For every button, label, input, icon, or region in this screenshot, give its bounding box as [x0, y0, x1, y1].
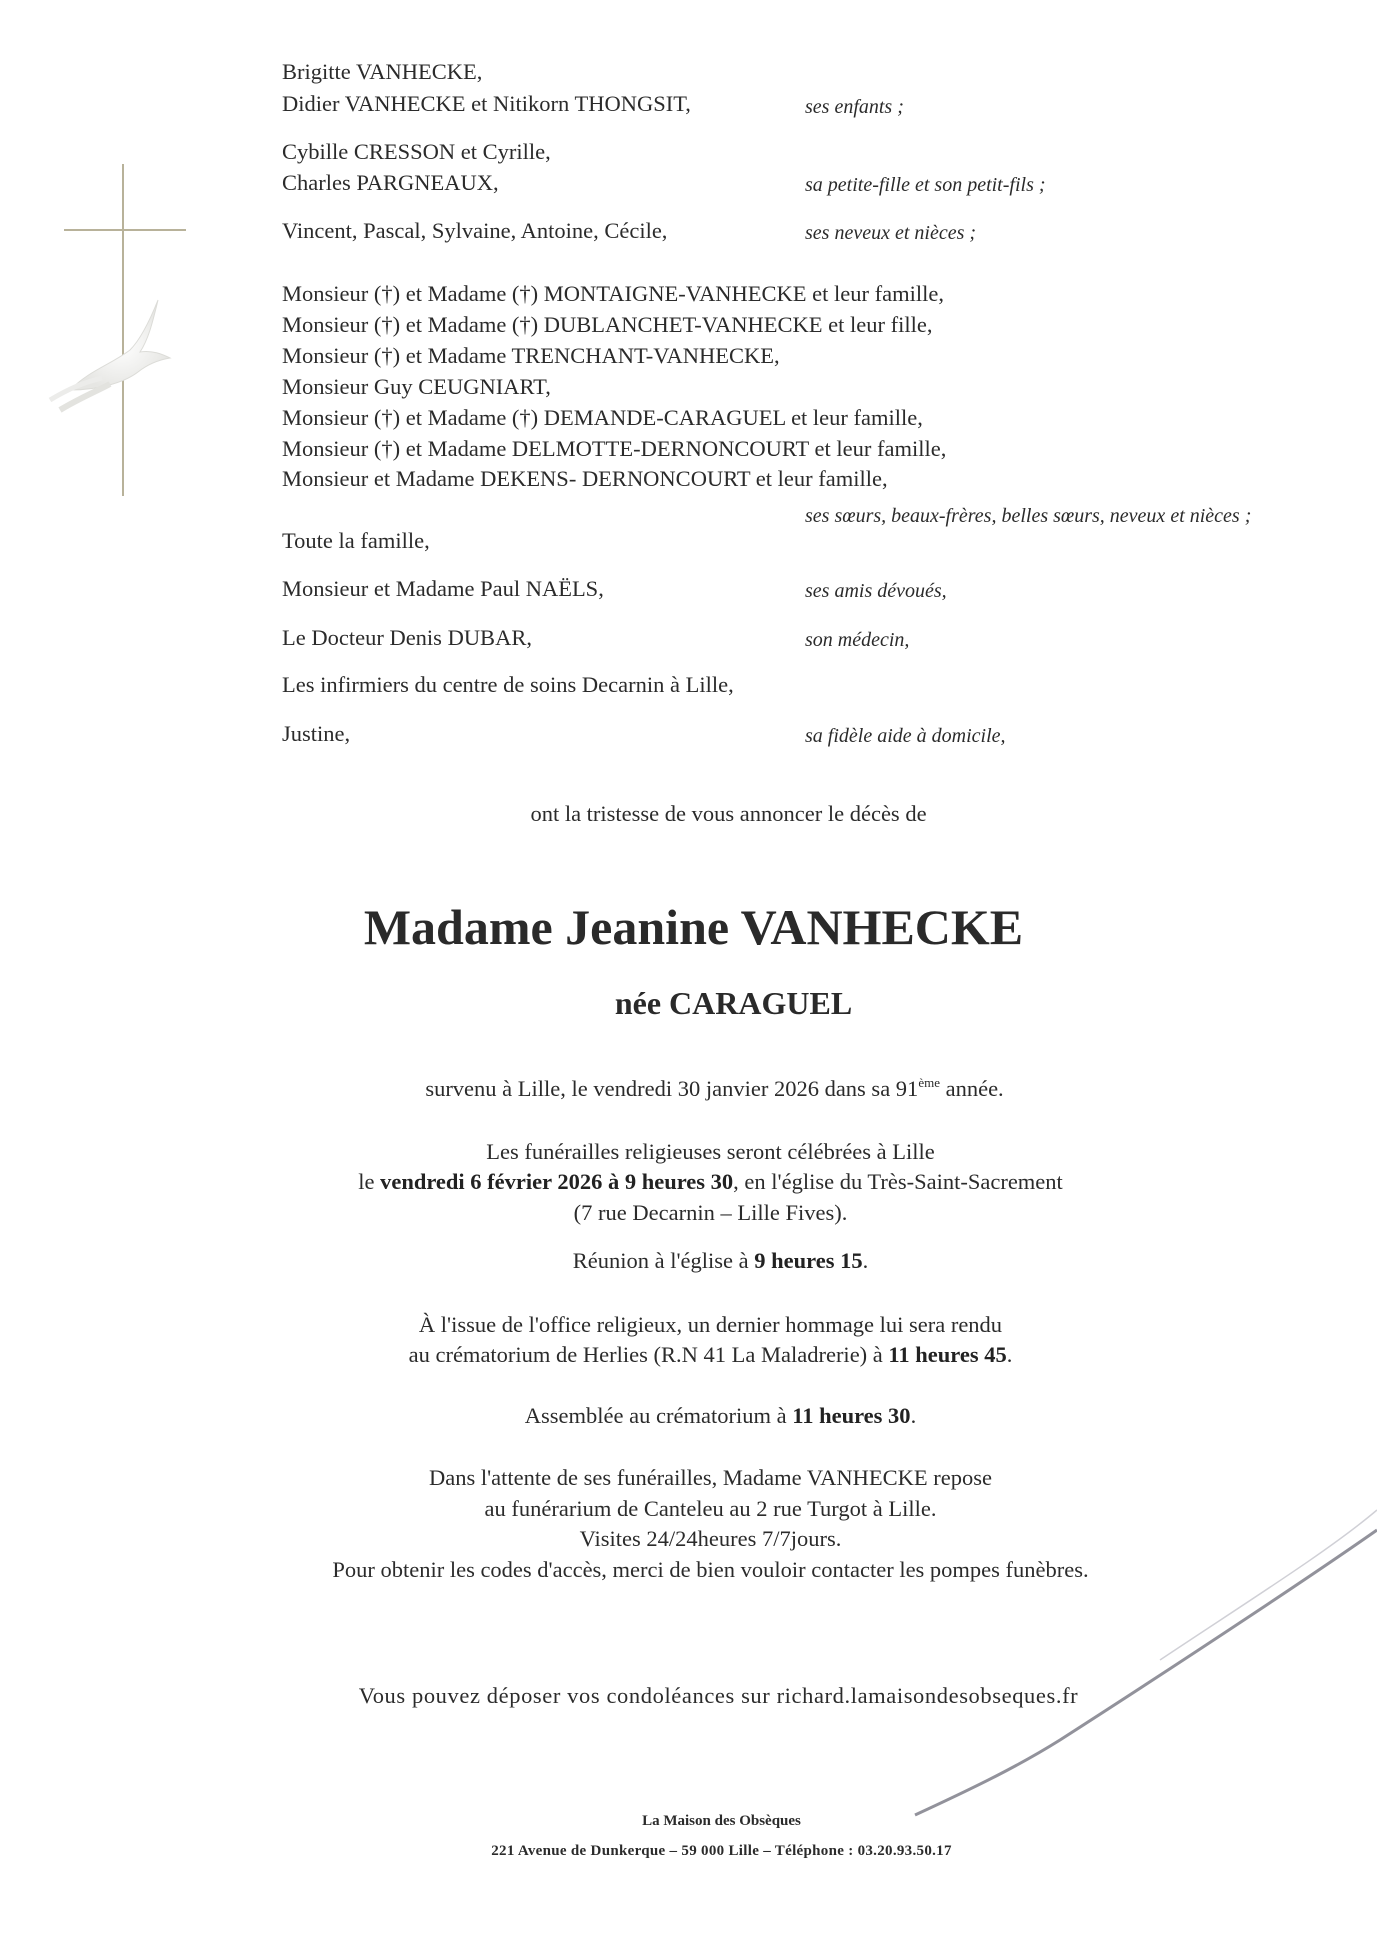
footer-name: La Maison des Obsèques [642, 1813, 801, 1829]
tribute-line-1: À l'issue de l'office religieux, un dernier hommage lui sera rendu [418, 1312, 1003, 1337]
relation-nephews: ses neveux et nièces ; [805, 222, 977, 244]
footer-address: 221 Avenue de Dunkerque – 59 000 Lille – Téléphone : 03.20.93.50.17 [491, 1843, 952, 1859]
condolences: Vous pouvez déposer vos condoléances sur richard.lamaisondesobseques.fr [358, 1683, 1079, 1708]
doctor: Le Docteur Denis DUBAR, [282, 625, 532, 650]
death-info: survenu à Lille, le vendredi 30 janvier 2026 dans sa 91ème année. [425, 1075, 1004, 1101]
announcement: ont la tristesse de vous annoncer le décès de [530, 801, 927, 826]
tribute-line-2: au crématorium de Herlies (R.N 41 La Maladrerie) à 11 heures 45. [408, 1342, 1013, 1367]
deceased-name: Madame Jeanine VANHECKE [363, 899, 1024, 955]
sibling-line: Monsieur Guy CEUGNIART, [282, 374, 551, 399]
sibling-line: Monsieur (†) et Madame (†) DEMANDE-CARAGUEL et leur famille, [282, 405, 923, 430]
relation-aide: sa fidèle aide à domicile, [805, 725, 1006, 747]
maiden-name: née CARAGUEL [614, 985, 853, 1021]
rest-line-3: Visites 24/24heures 7/7jours. [579, 1526, 842, 1551]
relation-friends: ses amis dévoués, [805, 580, 947, 602]
grandchild-2: Charles PARGNEAUX, [282, 170, 499, 195]
meeting: Réunion à l'église à 9 heures 15. [572, 1248, 869, 1273]
sibling-line: Monsieur (†) et Madame (†) MONTAIGNE-VANHECKE et leur famille, [282, 281, 944, 306]
funeral-line-2: le vendredi 6 février 2026 à 9 heures 30, en l'église du Très-Saint-Sacrement [358, 1169, 1063, 1194]
sibling-line: Monsieur (†) et Madame TRENCHANT-VANHECKE, [282, 343, 780, 368]
sibling-line: Monsieur (†) et Madame DELMOTTE-DERNONCOURT et leur famille, [282, 436, 947, 461]
rest-line-2: au funérarium de Canteleu au 2 rue Turgot à Lille. [484, 1496, 937, 1521]
aide: Justine, [282, 721, 351, 746]
child-1: Brigitte VANHECKE, [282, 59, 483, 84]
sibling-line: Monsieur (†) et Madame (†) DUBLANCHET-VANHECKE et leur fille, [282, 312, 933, 337]
rest-line-4: Pour obtenir les codes d'accès, merci de bien vouloir contacter les pompes funèbres. [332, 1557, 1089, 1582]
relation-grandchildren: sa petite-fille et son petit-fils ; [805, 174, 1046, 196]
rest-line-1: Dans l'attente de ses funérailles, Madame VANHECKE repose [428, 1465, 993, 1490]
relation-children: ses enfants ; [805, 96, 904, 118]
nurses: Les infirmiers du centre de soins Decarnin à Lille, [282, 672, 734, 697]
sibling-line: Monsieur et Madame DEKENS- DERNONCOURT et leur famille, [282, 466, 888, 491]
funeral-line-3: (7 rue Decarnin – Lille Fives). [573, 1200, 848, 1225]
relation-doctor: son médecin, [805, 629, 910, 651]
child-2: Didier VANHECKE et Nitikorn THONGSIT, [282, 91, 691, 116]
friends: Monsieur et Madame Paul NAËLS, [282, 576, 604, 601]
funeral-line-1: Les funérailles religieuses seront célébrées à Lille [486, 1139, 935, 1164]
cross-icon-bar [64, 229, 186, 231]
assembly: Assemblée au crématorium à 11 heures 30. [524, 1403, 917, 1428]
nephews: Vincent, Pascal, Sylvaine, Antoine, Cécile, [282, 218, 668, 243]
grandchild-1: Cybille CRESSON et Cyrille, [282, 139, 551, 164]
relation-siblings: ses sœurs, beaux-frères, belles sœurs, neveux et nièces ; [805, 505, 1252, 527]
whole-family: Toute la famille, [282, 528, 430, 553]
dove-icon [40, 280, 190, 430]
